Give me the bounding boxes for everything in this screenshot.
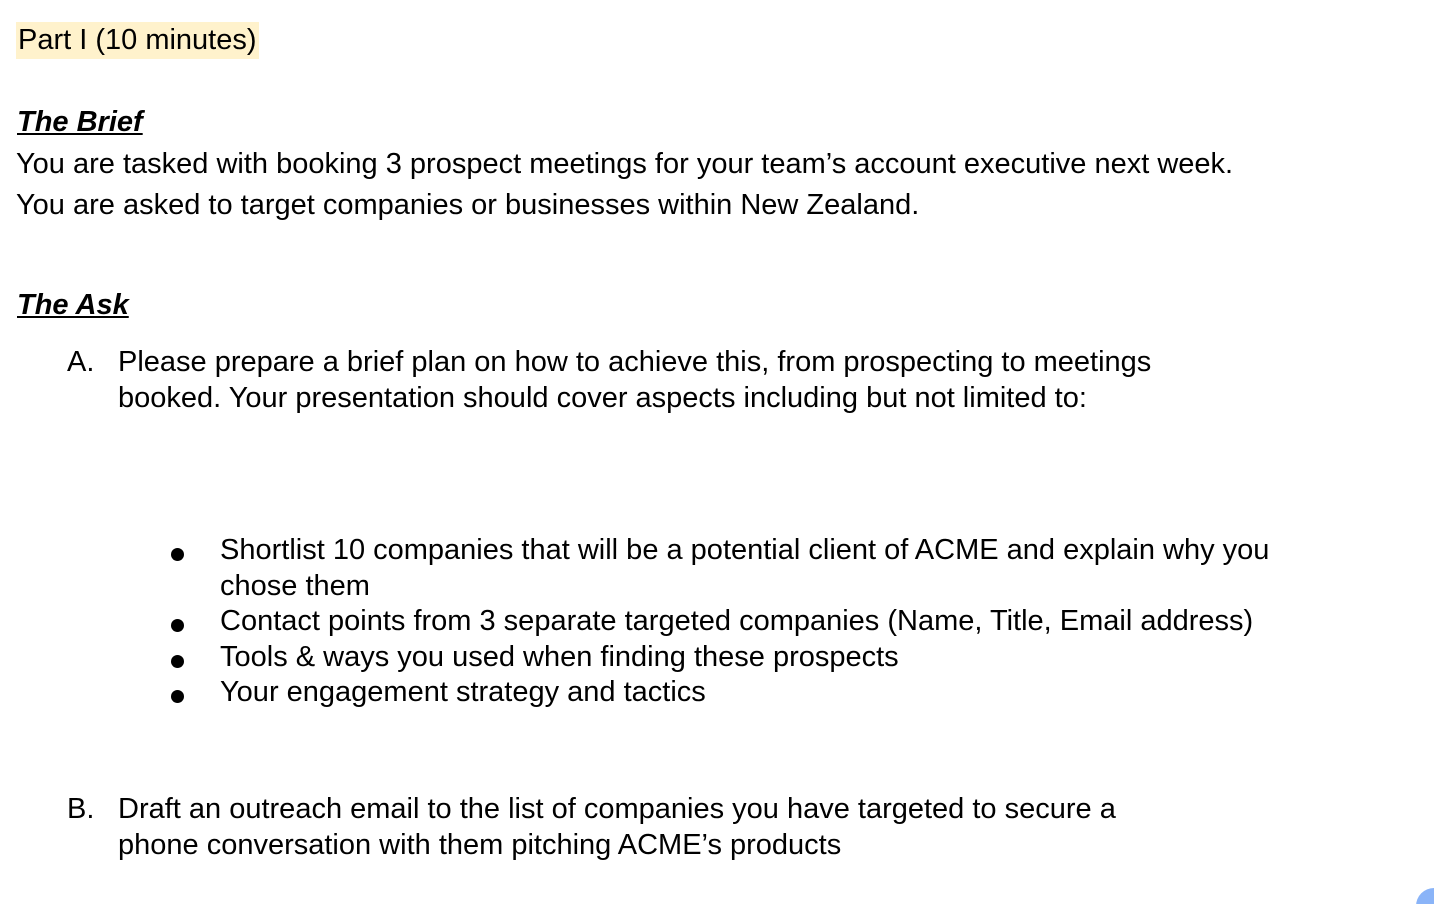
bullet-icon: [171, 548, 184, 561]
bullet-icon: [171, 690, 184, 703]
list-item: [0, 675, 1340, 711]
bullet-icon: [171, 619, 184, 632]
list-item: [0, 533, 1340, 604]
ask-item-b-letter: B.: [67, 793, 95, 825]
brief-line-1: You are tasked with booking 3 prospect meetings for your team’s account executive next week.: [16, 148, 1234, 180]
ask-item-a-text: Please prepare a brief plan on how to achieve this, from prospecting to meetings booked. Your presentation should cover aspects including but not limited to:: [118, 346, 1152, 414]
bullet-text: Your engagement strategy and tactics: [220, 676, 706, 708]
part-title: Part I (10 minutes): [16, 22, 259, 59]
bullet-text: Shortlist 10 companies that will be a potential client of ACME and explain why you chose them: [220, 534, 1270, 602]
ask-item-a-letter: A.: [67, 346, 95, 378]
brief-heading: The Brief: [17, 106, 143, 138]
brief-line-2: You are asked to target companies or businesses within New Zealand.: [16, 189, 920, 221]
list-item: [0, 640, 1340, 676]
bullet-icon: [171, 655, 184, 668]
list-item: [0, 604, 1340, 640]
corner-accent-icon: [1416, 888, 1434, 904]
ask-heading: The Ask: [17, 289, 129, 321]
ask-bullet-list: [0, 533, 1434, 711]
bullet-text: Contact points from 3 separate targeted companies (Name, Title, Email address): [220, 605, 1254, 637]
bullet-text: Tools & ways you used when finding these prospects: [220, 640, 899, 673]
ask-item-b-text: Draft an outreach email to the list of companies you have targeted to secure a phone conversation with them pitching ACME’s products: [118, 793, 1116, 861]
